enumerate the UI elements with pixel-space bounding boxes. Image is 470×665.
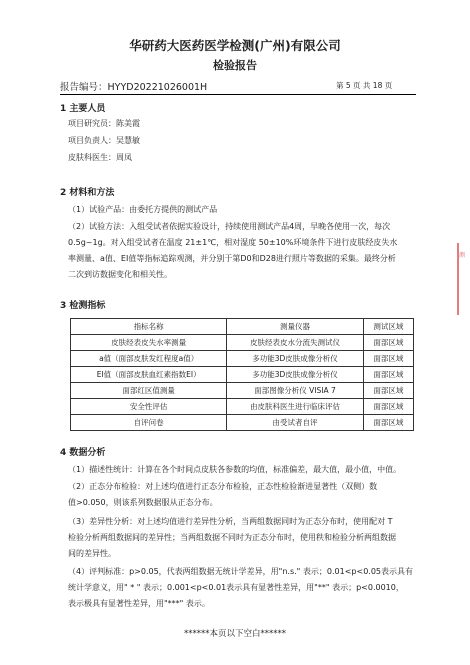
table-cell: 由皮肤科医生进行临床评估 bbox=[227, 399, 363, 415]
page-indicator: 第 5 页 共 18 页 bbox=[336, 81, 393, 90]
analysis-text-line: 值>0.050，则该系列数据服从正态分布。 bbox=[68, 498, 218, 507]
table-header-row bbox=[71, 319, 414, 335]
section-4-title: 4 数据分析 bbox=[60, 448, 106, 458]
table-cell: 面部区域 bbox=[363, 335, 413, 351]
method-text-line: （2）试验方法：入组受试者依据实验设计，持续使用测试产品4周，早晚各使用一次，每次 bbox=[68, 222, 391, 231]
table-row bbox=[71, 351, 414, 367]
method-text-line: 二次到访数据变化和相关性。 bbox=[68, 270, 172, 279]
table-cell: 面部区域 bbox=[363, 415, 413, 431]
table-row bbox=[71, 415, 414, 431]
table-header-cell: 测试区域 bbox=[363, 319, 413, 335]
section-3-title: 3 检测指标 bbox=[60, 301, 106, 311]
table-cell: 安全性评估 bbox=[71, 399, 227, 415]
analysis-text-line: （4）评判标准：p>0.05，代表两组数据无统计学差异，用"n.s." 表示；0.01<p<0.05表示具有 bbox=[68, 567, 414, 576]
table-row bbox=[71, 383, 414, 399]
table-cell: 面部区域 bbox=[363, 399, 413, 415]
table-cell: 面部区域 bbox=[363, 367, 413, 383]
method-product: （1）试验产品：由委托方提供的测试产品 bbox=[68, 205, 218, 214]
company-title: 华研药大医药医学检测(广州)有限公司 bbox=[129, 38, 341, 53]
report-number: 报告编号：HYYD20221026001H bbox=[60, 82, 208, 93]
table-cell: 面部图像分析仪 VISIA 7 bbox=[227, 383, 363, 399]
table-cell: 多功能3D皮肤成像分析仪 bbox=[227, 351, 363, 367]
analysis-text-line: 统计学意义，用" * " 表示；0.001<p<0.01表示具有显著性差异，用"**" 表示；p<0.0010， bbox=[68, 583, 404, 592]
table-cell: 面部区域 bbox=[363, 383, 413, 399]
table-cell: 面部区域 bbox=[363, 351, 413, 367]
method-text-line: 率测量、a值、EI值等指标追踪观测，并分别于第D0和D28进行照片等数据的采集。最终分析 bbox=[68, 254, 396, 263]
table-cell: a值（面部皮肤发红程度a值） bbox=[71, 351, 227, 367]
personnel-dermatologist: 皮肤科医生：周凤 bbox=[68, 153, 132, 162]
table-header-cell: 指标名称 bbox=[71, 319, 227, 335]
header-divider bbox=[60, 94, 416, 95]
table-cell: 皮肤经表皮失水率测量 bbox=[71, 335, 227, 351]
table-row bbox=[71, 399, 414, 415]
table-row bbox=[71, 335, 414, 351]
table-cell: 由受试者自评 bbox=[227, 415, 363, 431]
personnel-researcher: 项目研究员：陈美霞 bbox=[68, 119, 140, 128]
analysis-text-line: （3）差异性分析：对上述均值进行差异性分析，当两组数据同时为正态分布时，使用配对 T bbox=[68, 517, 393, 526]
table-cell: 皮肤经表皮水分流失测试仪 bbox=[227, 335, 363, 351]
analysis-text-line: 表示极具有显著性差异，用"***" 表示。 bbox=[68, 599, 210, 608]
blank-below-note: ******本页以下空白****** bbox=[183, 629, 286, 639]
personnel-lead: 项目负责人：吴慧敏 bbox=[68, 136, 140, 145]
table-cell: 自评问卷 bbox=[71, 415, 227, 431]
table-cell: EI值（面部皮肤血红素指数EI） bbox=[71, 367, 227, 383]
table-header-cell: 测量仪器 bbox=[227, 319, 363, 335]
method-text-line: 0.5g~1g。对入组受试者在温度 21±1℃，相对湿度 50±10%环境条件下进行皮肤经皮失水 bbox=[68, 238, 398, 247]
section-2-title: 2 材料和方法 bbox=[60, 188, 115, 198]
section-1-title: 1 主要人员 bbox=[60, 104, 106, 114]
analysis-text-line: （1）描述性统计：计算在各个时间点皮肤各参数的均值，标准偏差，最大值，最小值，中值。 bbox=[68, 465, 402, 474]
table-cell: 面部红区值测量 bbox=[71, 383, 227, 399]
document-title: 检验报告 bbox=[213, 59, 257, 72]
analysis-text-line: （2）正态分布检验：对上述均值进行正态分布检验，正态性检验渐进显著性（双侧）数 bbox=[68, 482, 378, 491]
table-cell: 多功能3D皮肤成像分析仪 bbox=[227, 367, 363, 383]
analysis-text-line: 间的差异性。 bbox=[68, 549, 116, 558]
measurement-table bbox=[70, 318, 414, 431]
analysis-text-line: 检验分析两组数据间的差异性；当两组数据不同时为正态分布时，使用秩和检验分析两组数据 bbox=[68, 533, 396, 542]
table-row bbox=[71, 367, 414, 383]
seal-stamp-text: 测 bbox=[459, 252, 466, 259]
